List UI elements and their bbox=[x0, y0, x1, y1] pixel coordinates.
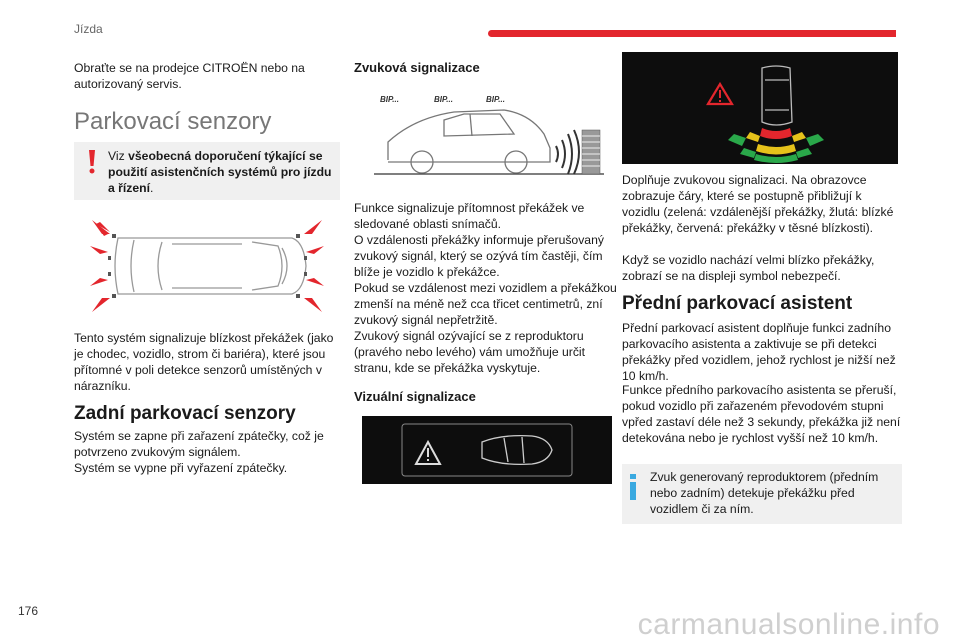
front-assist-paragraph-2: Funkce předního parkovacího asistenta se přeruší, pokud vozidlo při zařazeném převodovém stupni vpřed zastaví déle než 3 sekundy, překážka již není detekována nebo je rychlost vyšší než 10 km/h. bbox=[622, 383, 901, 445]
info-text: Zvuk generovaný reproduktorem (předním nebo zadním) detekuje překážku před vozidlem či za ním. bbox=[650, 470, 879, 516]
info-icon bbox=[628, 474, 638, 500]
front-assist-title: Přední parkovací asistent bbox=[622, 293, 853, 314]
bip-label: BIP... bbox=[434, 95, 453, 104]
rear-sensors-title: Zadní parkovací senzory bbox=[74, 403, 296, 424]
section-label: Jízda bbox=[74, 22, 103, 36]
sound-signal-illustration bbox=[374, 90, 614, 186]
visual-paragraph-1: Doplňuje zvukovou signalizaci. Na obrazovce zobrazuje čáry, které se postupně přibližují k vozidlu (zelená: vzdálenější překážky, žlutá: blízké překážky, červená: překážky v těsné blízkosti). bbox=[622, 173, 894, 235]
system-description: Tento systém signalizuje blízkost překážek (jako je chodec, vozidlo, strom či bariéra), které jsou přítomné v poli detekce senzorů umístěných v nárazníku. bbox=[74, 331, 334, 393]
car-top-view-illustration bbox=[82, 212, 332, 320]
sound-signal-title: Zvuková signalizace bbox=[354, 60, 480, 75]
header-accent-bar bbox=[488, 30, 896, 37]
watermark: carmanualsonline.info bbox=[637, 608, 940, 640]
visual-signal-title: Vizuální signalizace bbox=[354, 389, 476, 404]
sound-paragraph-2: O vzdálenosti překážky informuje přerušovaný zvukový signál, který se ozývá tím častěji, čím blíže je vozidlo k překážce. bbox=[354, 233, 604, 279]
warning-note bbox=[74, 142, 340, 200]
bip-label: BIP... bbox=[380, 95, 399, 104]
warning-icon bbox=[88, 150, 96, 174]
bip-label: BIP... bbox=[486, 95, 505, 104]
sound-paragraph-3: Pokud se vzdálenost mezi vozidlem a překážkou zmenší na méně než cca třicet centimetrů, zní zvukový signál nepřetržitě. bbox=[354, 281, 617, 327]
info-note bbox=[622, 464, 902, 524]
warning-text: Viz všeobecná doporučení týkající se použití asistenčních systémů pro jízdu a řízení. bbox=[108, 149, 332, 195]
visual-signal-screen bbox=[362, 416, 612, 484]
rear-sensors-paragraph-1: Systém se zapne při zařazení zpátečky, což je potvrzeno zvukovým signálem. bbox=[74, 429, 324, 459]
intro-paragraph: Obraťte se na prodejce CITROËN nebo na autorizovaný servis. bbox=[74, 61, 305, 91]
section-title: Parkovací senzory bbox=[74, 108, 272, 135]
page-number: 176 bbox=[18, 604, 39, 618]
sound-paragraph-4: Zvukový signál ozývající se z reproduktoru (pravého nebo levého) vám umožňuje určit stranu, kde se překážka vyskytuje. bbox=[354, 329, 586, 375]
visual-paragraph-2: Když se vozidlo nachází velmi blízko překážky, zobrazí se na displeji symbol nebezpečí. bbox=[622, 253, 875, 283]
parking-sensor-display bbox=[622, 52, 898, 164]
sound-paragraph-1: Funkce signalizuje přítomnost překážek ve sledované oblasti snímačů. bbox=[354, 201, 585, 231]
front-assist-paragraph-1: Přední parkovací asistent doplňuje funkci zadního parkovacího asistenta a zaktivuje se při detekci překážky před vozidlem, jehož rychlost je nižší než 10 km/h. bbox=[622, 321, 896, 383]
rear-sensors-paragraph-2: Systém se vypne při vyřazení zpátečky. bbox=[74, 461, 288, 475]
